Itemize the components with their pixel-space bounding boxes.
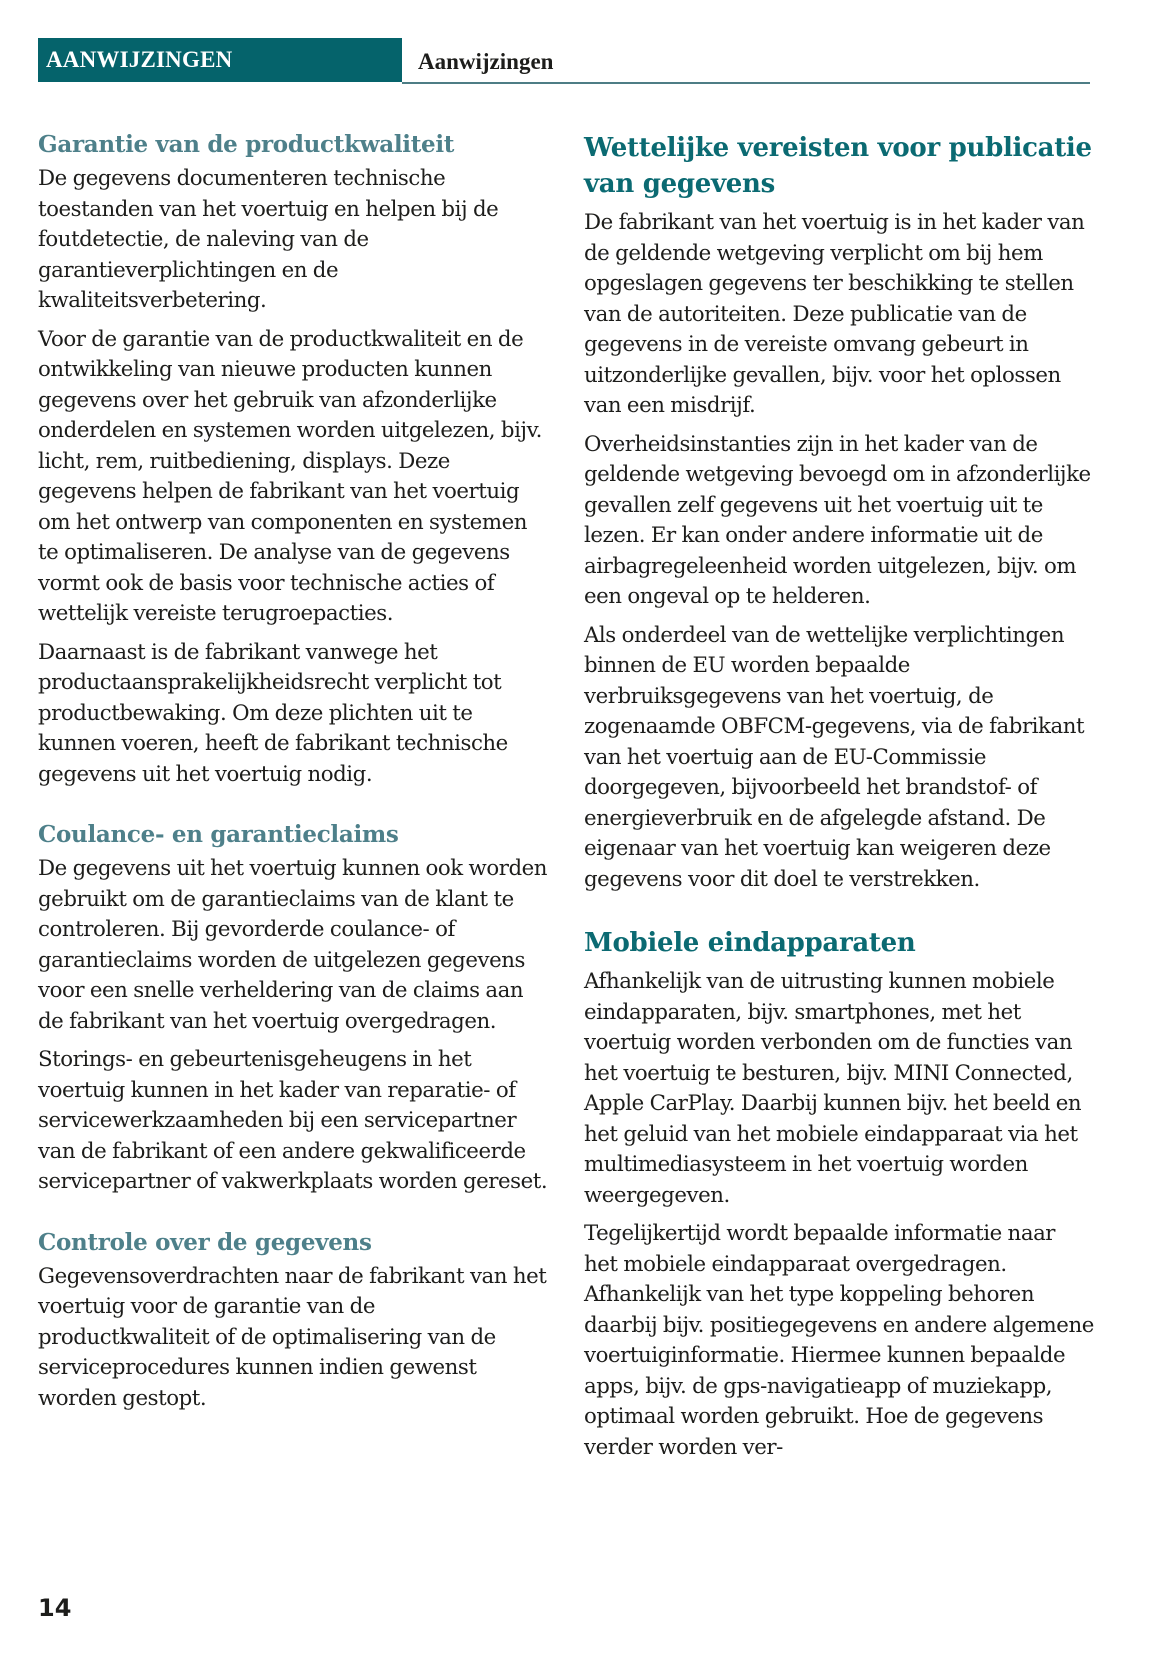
paragraph: De fabrikant van het voertuig is in het kader van de geldende wetgeving verplicht om bij hem opgeslagen gegevens ter beschikking te stellen van de autoriteiten. Deze publicatie van de gegevens in de vereiste omvang gebeurt in uitzonderlijke gevallen, bijv. voor het oplossen van een misdrijf. [584, 210, 1085, 418]
section-controle-gegevens [38, 1228, 548, 1415]
section-mobiele-eindapparaten [584, 925, 1094, 1463]
spacer [584, 903, 1094, 925]
section-heading: Wettelijke vereisten voor publicatie van gegevens [584, 133, 1092, 199]
section-tab: AANWIJZINGEN [38, 38, 402, 82]
right-column [584, 130, 1094, 1471]
paragraph: Tegelijkertijd wordt bepaalde informatie naar het mobiele eindapparaat overgedragen. Afhankelijk van het type koppeling behoren daarbij bijv. positiegegevens en andere algemene voertuiginformatie. Hiermee kunnen bepaalde apps, bijv. de gps-navigatieapp of muziekapp, optimaal worden gebruikt. Hoe de gegevens verder worden ver- [584, 1221, 1094, 1460]
paragraph: De gegevens uit het voertuig kunnen ook worden gebruikt om de garantieclaims van de klant te controleren. Bij gevorderde coulance- of garantieclaims worden de uitgelezen gegevens voor een snelle verheldering van de claims aan de fabrikant van het voertuig overgedragen. [38, 856, 548, 1034]
paragraph: Voor de garantie van de productkwaliteit en de ontwikkeling van nieuwe producten kunnen gegevens over het gebruik van afzonderlijke onderdelen en systemen worden uitgelezen, bijv. licht, rem, ruitbediening, displays. Deze gegevens helpen de fabrikant van het voertuig om het ontwerp van componenten en systemen te optimaliseren. De analyse van de gegevens vormt ook de basis voor technische acties of wettelijk vereiste terugroepacties. [38, 326, 542, 626]
paragraph: Storings- en gebeurtenisgeheugens in het voertuig kunnen in het kader van reparatie- of servicewerkzaamheden bij een servicepartner van de fabrikant of een andere gekwalificeerde servicepartner of vakwerkplaats worden gereset. [38, 1047, 548, 1194]
left-column [38, 130, 548, 1422]
page-number: 14 [38, 1594, 72, 1622]
paragraph: De gegevens documenteren technische toestanden van het voertuig en helpen bij de foutdetectie, de naleving van de garantieverplichtingen en de kwaliteitsverbetering. [38, 166, 499, 313]
spacer [38, 1206, 548, 1228]
section-heading: Controle over de gegevens [38, 1228, 372, 1256]
paragraph: Gegevensoverdrachten naar de fabrikant van het voertuig voor de garantie van de productkwaliteit of de optimalisering van de serviceprocedures kunnen indien gewenst worden gestopt. [38, 1263, 547, 1411]
paragraph: Als onderdeel van de wettelijke verplichtingen binnen de EU worden bepaalde verbruiksgegevens van het voertuig, de zogenaamde OBFCM-gegevens, via de fabrikant van het voertuig aan de EU-Commissie doorgegeven, bijvoorbeeld het brandstof- of energieverbruik en de afgelegde afstand. De eigenaar van het voertuig kan weigeren deze gegevens voor dit doel te verstrekken. [584, 622, 1085, 892]
header-divider [402, 82, 1090, 84]
paragraph: Overheidsinstanties zijn in het kader van de geldende wetgeving bevoegd om in afzonderlijke gevallen zelf gegevens uit het voertuig uit te lezen. Er kan onder andere informatie uit de airbagregeleenheid worden uitgelezen, bijv. om een ongeval op te helderen. [584, 431, 1091, 609]
section-productkwaliteit [38, 130, 548, 790]
paragraph: Daarnaast is de fabrikant vanwege het productaansprakelijkheidsrecht verplicht tot productbewaking. Om deze plichten uit te kunnen voeren, heeft de fabrikant technische gegevens uit het voertuig nodig. [38, 639, 508, 787]
page-header-title: Aanwijzingen [418, 49, 554, 74]
running-header [38, 38, 1090, 84]
section-garantieclaims [38, 820, 548, 1198]
section-heading: Mobiele eindapparaten [584, 928, 916, 958]
section-heading: Garantie van de productkwaliteit [38, 131, 455, 158]
spacer [38, 798, 548, 820]
paragraph: Afhankelijk van de uitrusting kunnen mobiele eindapparaten, bijv. smartphones, met het voertuig worden verbonden om de functies van het voertuig te besturen, bijv. MINI Connected, Apple CarPlay. Daarbij kunnen bijv. het beeld en het geluid van het mobiele eindapparaat via het multimediasysteem in het voertuig worden weergegeven. [584, 969, 1082, 1208]
section-wettelijke-vereisten [584, 130, 1094, 895]
section-heading: Coulance- en garantieclaims [38, 821, 399, 848]
